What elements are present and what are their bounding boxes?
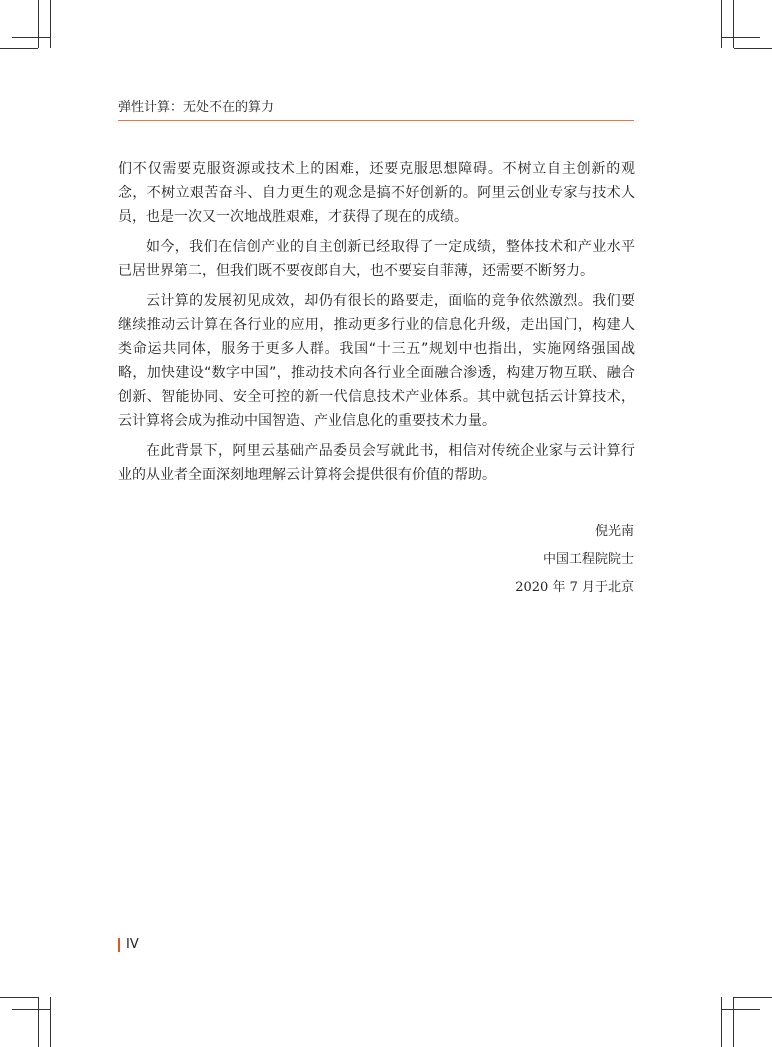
crop-mark-top-left-h (0, 48, 38, 49)
paragraph-1: 们不仅需要克服资源或技术上的困难，还要克服思想障碍。不树立自主创新的观念，不树立艰苦奋斗、自力更生的观念是搞不好创新的。阿里云创业专家与技术人员，也是一次又一次地战胜艰难，才获得了现在的成绩。 (118, 161, 635, 225)
crop-mark-top-left-v (38, 0, 39, 48)
crop-mark-top-left-v2 (50, 0, 51, 48)
paragraph-3: 云计算的发展初见成效，却仍有很长的路要走，面临的竞争依然激烈。我们要继续推动云计算在各行业的应用，推动更多行业的信息化升级，走出国门，构建人类命运共同体，服务于更多人群。我国“十三五”规划中也指出，实施网络强国战略，加快建设“数字中国”，推动技术向各行业全面融合渗透，构建万物互联、融合创新、智能协同、安全可控的新一代信息技术产业体系。其中就包括云计算技术，云计算将会成为推动中国智造、产业信息化的重要技术力量。 (118, 293, 635, 429)
crop-mark-bottom-left-v2 (50, 997, 51, 1047)
crop-mark-bottom-right-v2 (721, 997, 722, 1047)
crop-mark-top-right-h (734, 48, 772, 49)
signature-block (515, 518, 634, 602)
crop-mark-bottom-left-h (0, 997, 38, 998)
signature-name: 倪光南 (594, 524, 634, 539)
signature-date: 2020 年 7 月于北京 (515, 580, 634, 595)
signature-title: 中国工程院院士 (542, 552, 634, 567)
crop-mark-bottom-right-h2 (722, 1009, 760, 1010)
running-header: 弹性计算：无处不在的算力 (118, 100, 275, 115)
header-rule (118, 120, 634, 121)
paragraph-2: 如今，我们在信创产业的自主创新已经取得了一定成绩，整体技术和产业水平已居世界第二，但我们既不要夜郎自大，也不要妄自菲薄，还需要不断努力。 (118, 239, 635, 279)
paragraph-4: 在此背景下，阿里云基础产品委员会写就此书，相信对传统企业家与云计算行业的从业者全面深刻地理解云计算将会提供很有价值的帮助。 (118, 443, 635, 483)
crop-mark-bottom-left-h2 (12, 1009, 50, 1010)
page-number (118, 937, 139, 952)
crop-mark-bottom-right-v (733, 997, 734, 1047)
crop-mark-bottom-left-v (38, 997, 39, 1047)
crop-mark-top-left-h2 (12, 37, 50, 38)
crop-mark-top-right-h2 (722, 37, 760, 38)
page-number-label: IV (126, 937, 139, 952)
crop-mark-bottom-right-h (734, 997, 772, 998)
crop-mark-top-right-v2 (721, 0, 722, 48)
body-text (118, 157, 635, 493)
crop-mark-top-right-v (733, 0, 734, 48)
page-number-accent-bar (118, 938, 120, 952)
